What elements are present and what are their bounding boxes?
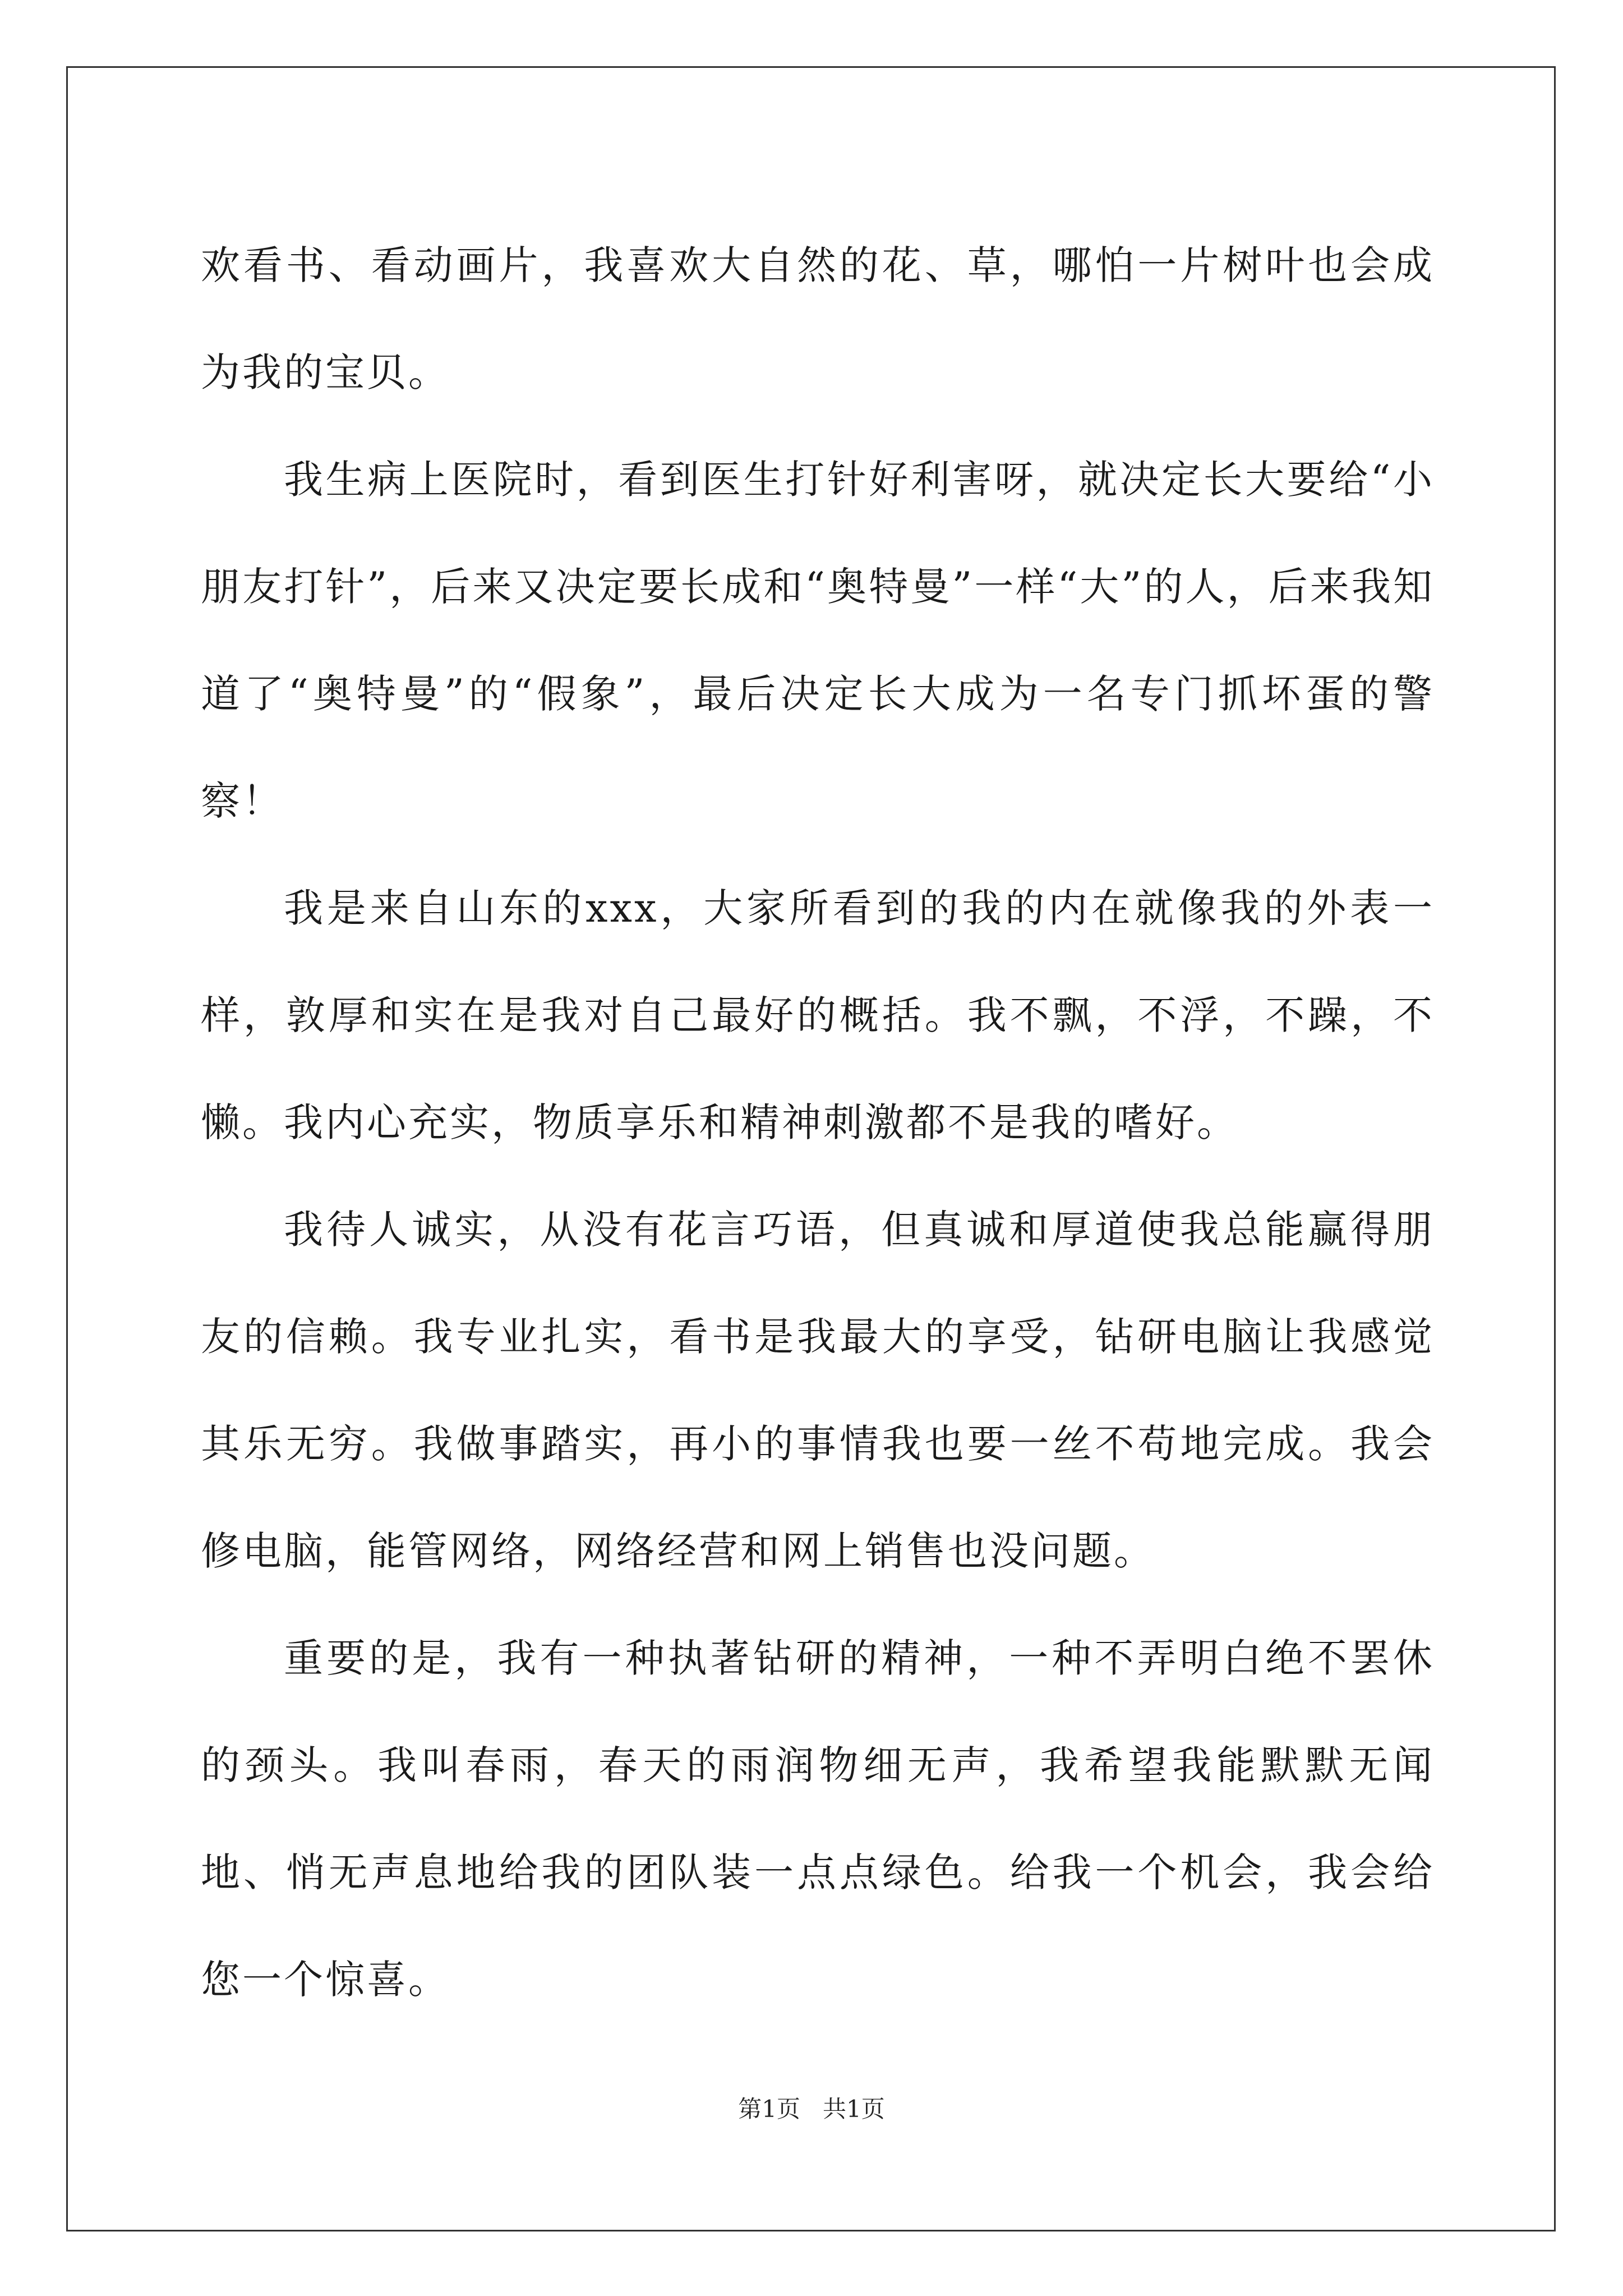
page-footer [0, 2092, 1623, 2126]
paragraph-1: 欢看书、看动画片，我喜欢大自然的花、草，哪怕一片树叶也会成为我的宝贝。 [201, 242, 1435, 395]
document-body [201, 212, 1435, 2033]
paragraph-3: 我是来自山东的xxx，大家所看到的我的内在就像我的外表一样，敦厚和实在是我对自己最好的概括。我不飘，不浮，不躁，不懒。我内心充实，物质享乐和精神刺激都不是我的嗜好。 [201, 885, 1435, 1145]
paragraph-4: 我待人诚实，从没有花言巧语，但真诚和厚道使我总能赢得朋友的信赖。我专业扎实，看书是我最大的享受，钻研电脑让我感觉其乐无穷。我做事踏实，再小的事情我也要一丝不苟地完成。我会修电脑，能管网络，网络经营和网上销售也没问题。 [201, 1207, 1435, 1574]
page-number-total: 共1页 [823, 2095, 885, 2123]
paragraph-5: 重要的是，我有一种执著钻研的精神，一种不弄明白绝不罢休的颈头。我叫春雨，春天的雨润物细无声，我希望我能默默无闻地、悄无声息地给我的团队装一点点绿色。给我一个机会，我会给您一个惊喜。 [201, 1635, 1435, 2003]
paragraph-2: 我生病上医院时，看到医生打针好利害呀，就决定长大要给“小朋友打针”，后来又决定要长成和“奥特曼”一样“大”的人，后来我知道了“奥特曼”的“假象”，最后决定长大成为一名专门抓坏蛋的警察！ [201, 457, 1435, 824]
page-number-current: 第1页 [738, 2095, 800, 2123]
